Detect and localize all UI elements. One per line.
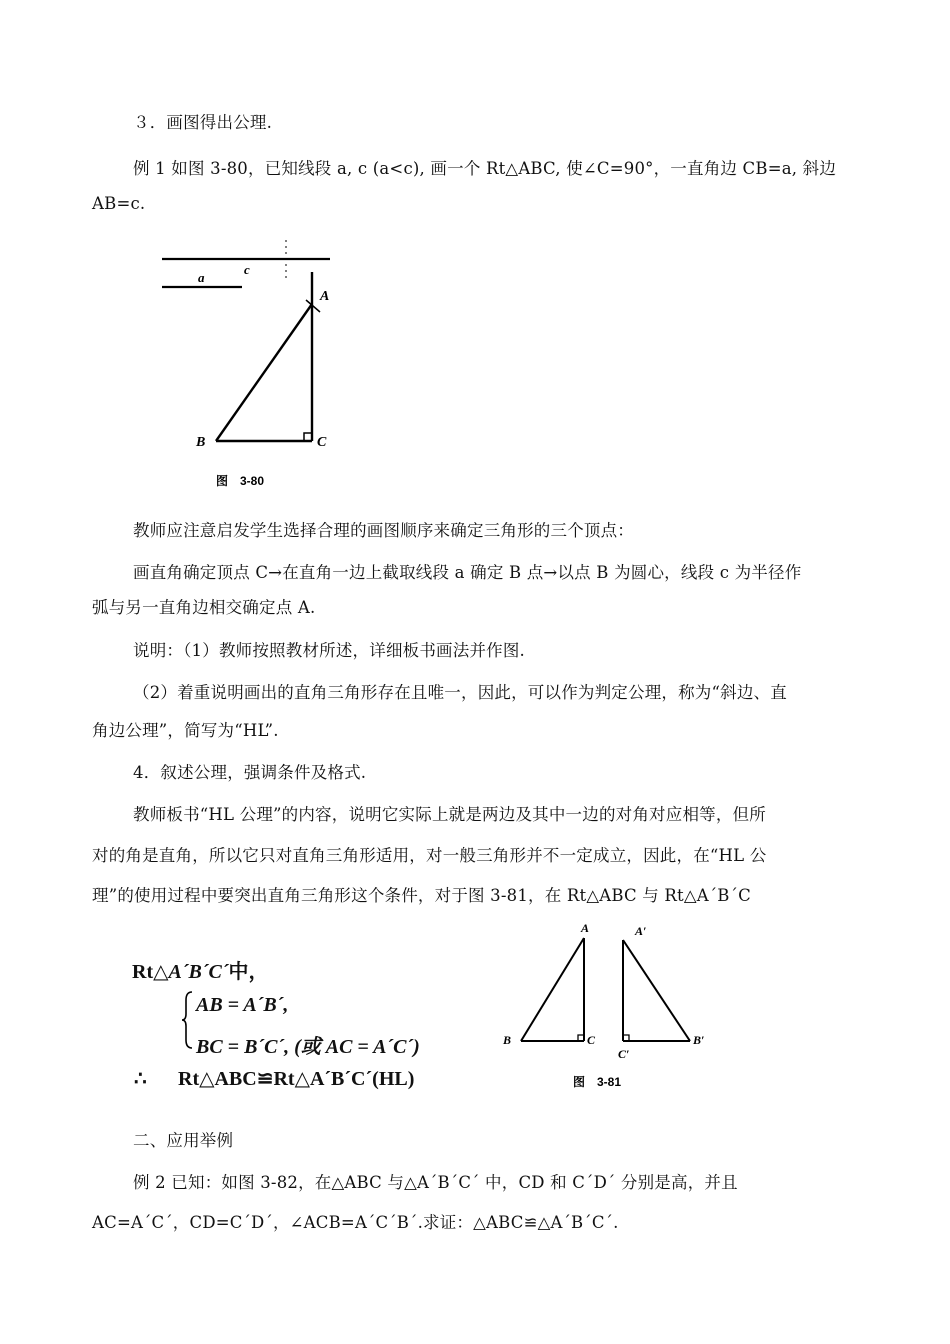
figure-3-81-caption: 图 3-81	[573, 1075, 622, 1089]
label-c: c	[244, 262, 250, 277]
proof-triangle-name: A´B´C´	[168, 961, 229, 983]
proof-conclusion: Rt△ABC≌Rt△A´B´C´(HL)	[178, 1068, 415, 1090]
tri1-label-C: C	[587, 1033, 596, 1047]
tri2-hypotenuse	[623, 940, 690, 1041]
proof-bc-eq: BC = B´C´,	[196, 1036, 290, 1058]
label-C: C	[317, 435, 327, 450]
figure-3-80-caption: 图 3-80	[216, 474, 265, 488]
section-heading-4: 4．叙述公理，强调条件及格式.	[133, 763, 367, 782]
para-note-1: 说明：（1）教师按照教材所述，详细板书画法并作图.	[133, 641, 525, 660]
proof-alt-condition: (或 AC = A´C´)	[294, 1036, 420, 1058]
proof-therefore: ∴	[134, 1068, 147, 1090]
figure-3-81	[495, 918, 725, 1093]
tri1-hypotenuse	[521, 938, 584, 1041]
proof-line-2: AB = A´B´,	[196, 994, 289, 1016]
right-angle-mark	[304, 433, 312, 441]
proof-in: 中，	[228, 961, 269, 983]
proof-line-3	[196, 1030, 420, 1059]
example-2-line-1: 例 2 已知：如图 3-82，在△ABC 与△A´B´C´ 中，CD 和 C´D´ 分别是高，并且	[133, 1173, 738, 1192]
para-note-2-line-1: （2）着重说明画出的直角三角形存在且唯一，因此，可以作为判定公理，称为“斜边、直	[133, 683, 787, 702]
example-2-line-2: AC=A´C´，CD=C´D´，∠ACB=A´C´B´.求证：△ABC≌△A´B´C´.	[92, 1213, 619, 1232]
tri2-label-C: C′	[618, 1047, 630, 1061]
example-1-line-1: 例 1 如图 3-80，已知线段 a, c (a<c), 画一个 Rt△ABC, 使∠C=90°，一直角边 CB=a, 斜边	[133, 159, 837, 178]
figure-3-80	[150, 232, 350, 494]
proof-brace	[182, 990, 194, 1050]
proof-line-1	[132, 955, 268, 984]
label-a: a	[198, 270, 205, 285]
label-A: A	[320, 289, 330, 304]
tri1-label-B: B	[503, 1033, 512, 1047]
hypotenuse-ab	[216, 304, 312, 441]
label-B: B	[196, 435, 206, 450]
para-hl-line-1: 教师板书“HL 公理”的内容，说明它实际上就是两边及其中一边的对角对应相等，但所	[133, 805, 766, 824]
section-applications: 二、应用举例	[133, 1131, 234, 1150]
para-note-2-line-2: 角边公理”，简写为“HL”.	[92, 721, 279, 740]
example-1-line-2: AB=c.	[92, 194, 146, 213]
para-steps-line-1: 画直角确定顶点 C→在直角一边上截取线段 a 确定 B 点→以点 B 为圆心，线段 c 为半径作	[133, 563, 802, 582]
section-heading-3: ３．画图得出公理.	[133, 113, 273, 132]
para-hl-line-3: 理”的使用过程中要突出直角三角形这个条件，对于图 3-81，在 Rt△ABC 与 Rt△A´B´C	[92, 886, 751, 905]
para-hl-line-2: 对的角是直角，所以它只对直角三角形适用，对一般三角形并不一定成立，因此，在“HL 公	[92, 846, 767, 865]
tri2-label-B: B′	[693, 1033, 705, 1047]
tri2-label-A: A′	[635, 924, 647, 938]
para-steps-line-2: 弧与另一直角边相交确定点 A.	[92, 598, 316, 617]
proof-rt-prefix: Rt△	[132, 961, 169, 983]
tri1-label-A: A	[581, 921, 590, 935]
para-teacher-note: 教师应注意启发学生选择合理的画图顺序来确定三角形的三个顶点：	[133, 521, 634, 540]
